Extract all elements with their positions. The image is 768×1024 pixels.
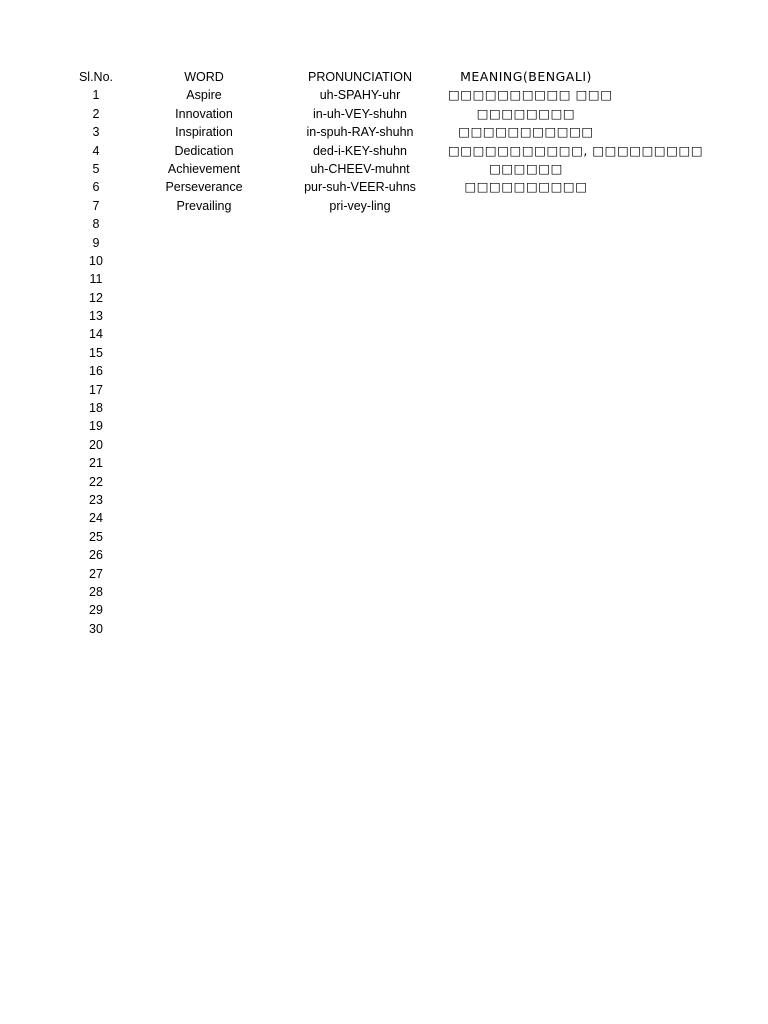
cell-meaning <box>448 546 604 564</box>
cell-pronunciation <box>272 454 448 472</box>
table-row <box>56 307 656 325</box>
cell-meaning: □□□□□□□□□□□, □□□□□□□□□ <box>448 142 704 158</box>
cell-meaning <box>448 473 604 491</box>
cell-meaning <box>448 362 604 380</box>
cell-meaning <box>448 270 604 288</box>
cell-word <box>136 399 272 417</box>
table-row <box>56 252 656 270</box>
cell-word <box>136 601 272 619</box>
table-row <box>56 344 656 362</box>
cell-meaning <box>448 583 604 601</box>
cell-sl-no: 3 <box>92 125 100 140</box>
vocabulary-table <box>56 68 704 638</box>
cell-pronunciation: ded-i-KEY-shuhn <box>312 143 408 158</box>
header-row <box>56 68 656 86</box>
table-row <box>56 362 656 380</box>
cell-word <box>136 436 272 454</box>
cell-pronunciation <box>272 491 448 509</box>
cell-word <box>136 454 272 472</box>
table-row <box>56 546 656 564</box>
cell-word <box>136 325 272 343</box>
cell-pronunciation <box>272 583 448 601</box>
cell-word <box>136 546 272 564</box>
cell-word: Aspire <box>186 88 222 103</box>
cell-pronunciation <box>272 381 448 399</box>
cell-pronunciation: pur-suh-VEER-uhns <box>304 180 416 195</box>
cell-word <box>136 473 272 491</box>
table-row <box>56 583 656 601</box>
cell-sl-no: 22 <box>89 474 103 489</box>
table-row <box>56 105 656 123</box>
cell-word: Achievement <box>167 161 241 176</box>
cell-sl-no: 4 <box>92 143 100 158</box>
cell-word <box>136 307 272 325</box>
cell-sl-no: 2 <box>92 106 100 121</box>
cell-pronunciation <box>272 546 448 564</box>
cell-meaning <box>448 381 604 399</box>
cell-pronunciation: in-spuh-RAY-shuhn <box>306 125 414 140</box>
cell-pronunciation <box>272 234 448 252</box>
cell-word <box>136 528 272 546</box>
table-row <box>56 620 656 638</box>
cell-word <box>136 583 272 601</box>
table-row <box>56 178 656 196</box>
cell-word <box>136 344 272 362</box>
table-row <box>56 454 656 472</box>
cell-meaning <box>448 307 604 325</box>
cell-sl-no: 9 <box>92 235 100 250</box>
cell-meaning <box>448 565 604 583</box>
table-row <box>56 234 656 252</box>
cell-sl-no: 1 <box>92 88 100 103</box>
cell-pronunciation: in-uh-VEY-shuhn <box>312 106 408 121</box>
cell-word <box>136 620 272 638</box>
cell-word <box>136 565 272 583</box>
cell-meaning: □□□□□□□□ <box>476 105 576 121</box>
cell-word <box>136 215 272 233</box>
table-row <box>56 270 656 288</box>
cell-word <box>136 270 272 288</box>
cell-meaning <box>448 344 604 362</box>
cell-sl-no: 27 <box>89 566 103 581</box>
cell-sl-no: 21 <box>89 456 103 471</box>
table-row <box>56 436 656 454</box>
cell-meaning <box>448 252 604 270</box>
cell-sl-no: 23 <box>89 492 103 507</box>
cell-word <box>136 362 272 380</box>
table-row <box>56 565 656 583</box>
cell-pronunciation <box>272 344 448 362</box>
cell-word <box>136 234 272 252</box>
table-row <box>56 473 656 491</box>
cell-pronunciation <box>272 620 448 638</box>
table-row <box>56 325 656 343</box>
table-row <box>56 491 656 509</box>
table-body <box>56 86 704 638</box>
cell-sl-no: 14 <box>89 327 103 342</box>
table-row <box>56 601 656 619</box>
table-row <box>56 160 656 178</box>
cell-pronunciation <box>272 215 448 233</box>
cell-meaning <box>448 436 604 454</box>
cell-sl-no: 18 <box>89 401 103 416</box>
cell-meaning <box>448 197 604 215</box>
cell-pronunciation: pri-vey-ling <box>329 198 391 213</box>
cell-word <box>136 252 272 270</box>
cell-meaning <box>448 325 604 343</box>
cell-sl-no: 10 <box>89 253 103 268</box>
cell-sl-no: 26 <box>89 548 103 563</box>
cell-word <box>136 381 272 399</box>
table-row <box>56 215 656 233</box>
cell-word <box>136 509 272 527</box>
cell-pronunciation <box>272 565 448 583</box>
cell-meaning <box>448 289 604 307</box>
cell-word: Dedication <box>174 143 234 158</box>
cell-meaning <box>448 399 604 417</box>
cell-pronunciation <box>272 601 448 619</box>
header-sl-no: Sl.No. <box>78 70 114 84</box>
cell-word <box>136 289 272 307</box>
cell-sl-no: 5 <box>92 161 100 176</box>
header-meaning: MEANING(BENGALI) <box>460 69 592 84</box>
cell-meaning <box>448 601 604 619</box>
cell-meaning <box>448 528 604 546</box>
table-row <box>56 197 656 215</box>
header-word: WORD <box>184 70 224 84</box>
cell-pronunciation <box>272 436 448 454</box>
cell-meaning: □□□□□□ <box>489 160 563 176</box>
cell-sl-no: 19 <box>89 419 103 434</box>
cell-word: Inspiration <box>175 125 233 140</box>
cell-pronunciation: uh-SPAHY-uhr <box>319 88 401 103</box>
cell-sl-no: 12 <box>89 290 103 305</box>
cell-pronunciation <box>272 270 448 288</box>
cell-pronunciation <box>272 473 448 491</box>
table-row <box>56 528 656 546</box>
cell-pronunciation <box>272 399 448 417</box>
cell-meaning <box>448 620 604 638</box>
cell-pronunciation <box>272 307 448 325</box>
cell-meaning: □□□□□□□□□□□ <box>458 124 594 140</box>
cell-sl-no: 25 <box>89 529 103 544</box>
cell-sl-no: 24 <box>89 511 103 526</box>
table-row <box>56 417 656 435</box>
cell-meaning <box>448 454 604 472</box>
cell-word: Prevailing <box>176 198 232 213</box>
cell-sl-no: 7 <box>92 198 100 213</box>
cell-meaning <box>448 234 604 252</box>
cell-sl-no: 8 <box>92 217 100 232</box>
cell-word <box>136 417 272 435</box>
cell-sl-no: 6 <box>92 180 100 195</box>
cell-sl-no: 13 <box>89 309 103 324</box>
cell-meaning <box>448 491 604 509</box>
cell-meaning <box>448 215 604 233</box>
cell-meaning <box>448 509 604 527</box>
cell-pronunciation <box>272 528 448 546</box>
cell-sl-no: 17 <box>89 382 103 397</box>
cell-word: Innovation <box>175 106 233 121</box>
cell-word <box>136 491 272 509</box>
cell-sl-no: 28 <box>89 584 103 599</box>
table-row <box>56 142 704 160</box>
cell-meaning: □□□□□□□□□□ □□□ <box>448 87 613 103</box>
cell-word: Perseverance <box>165 180 243 195</box>
cell-meaning: □□□□□□□□□□ <box>464 179 588 195</box>
table-row <box>56 381 656 399</box>
header-pronunciation: PRONUNCIATION <box>308 70 412 84</box>
cell-pronunciation <box>272 289 448 307</box>
cell-pronunciation: uh-CHEEV-muhnt <box>310 161 410 176</box>
table-row <box>56 86 656 104</box>
cell-sl-no: 20 <box>89 437 103 452</box>
cell-pronunciation <box>272 325 448 343</box>
cell-sl-no: 16 <box>89 364 103 379</box>
cell-pronunciation <box>272 509 448 527</box>
cell-sl-no: 15 <box>89 345 103 360</box>
cell-sl-no: 30 <box>89 621 103 636</box>
table-row <box>56 509 656 527</box>
cell-meaning <box>448 417 604 435</box>
cell-sl-no: 11 <box>89 272 103 287</box>
cell-sl-no: 29 <box>89 603 103 618</box>
table-row <box>56 289 656 307</box>
cell-pronunciation <box>272 417 448 435</box>
cell-pronunciation <box>272 252 448 270</box>
cell-pronunciation <box>272 362 448 380</box>
table-row <box>56 399 656 417</box>
table-row <box>56 123 656 141</box>
